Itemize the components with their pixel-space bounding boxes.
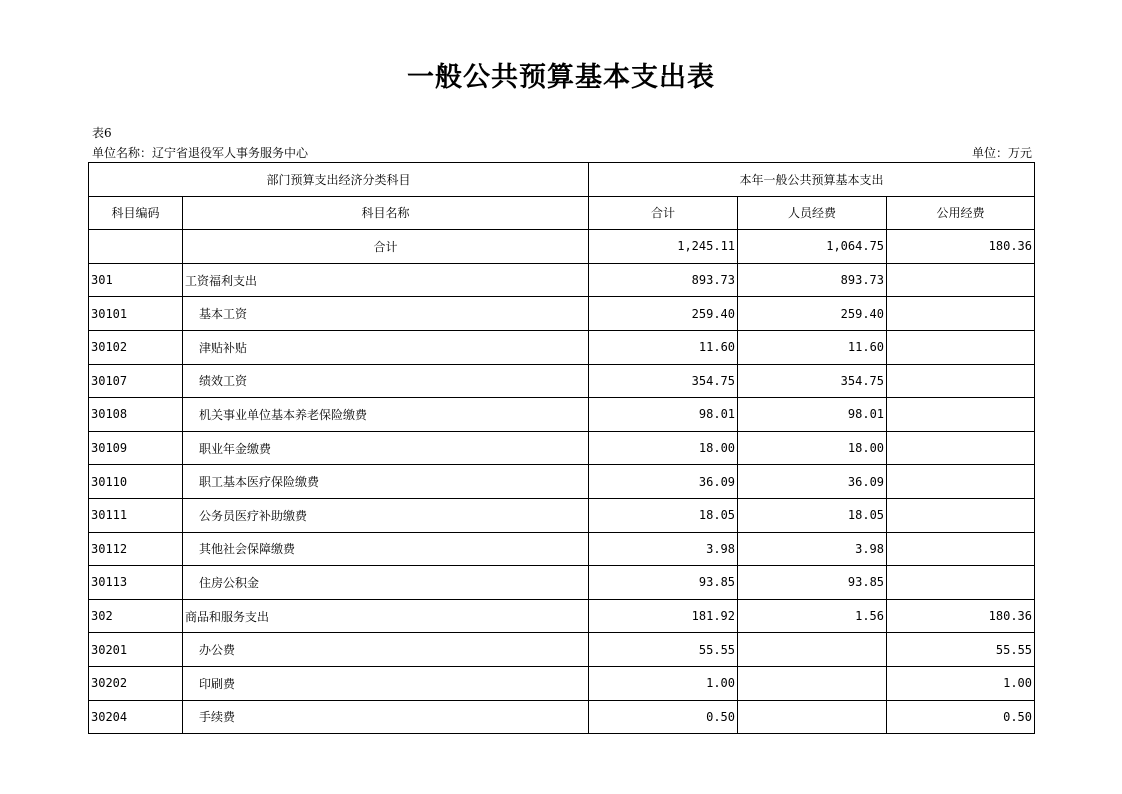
row-code: 30112 bbox=[89, 532, 183, 566]
table-row bbox=[89, 532, 1035, 566]
header-economic-classification: 部门预算支出经济分类科目 bbox=[89, 163, 589, 197]
row-name: 办公费 bbox=[183, 633, 589, 667]
header-basic-expenditure: 本年一般公共预算基本支出 bbox=[589, 163, 1035, 197]
row-name: 公务员医疗补助缴费 bbox=[183, 498, 589, 532]
row-name: 津贴补贴 bbox=[183, 330, 589, 364]
total-total: 1,245.11 bbox=[589, 230, 738, 264]
row-total: 259.40 bbox=[589, 297, 738, 331]
total-label: 合计 bbox=[183, 230, 589, 264]
row-public: 0.50 bbox=[887, 700, 1035, 734]
row-name: 机关事业单位基本养老保险缴费 bbox=[183, 398, 589, 432]
row-code: 30108 bbox=[89, 398, 183, 432]
row-personnel bbox=[738, 700, 887, 734]
header-group-row bbox=[89, 163, 1035, 197]
row-public: 180.36 bbox=[887, 599, 1035, 633]
row-name: 工资福利支出 bbox=[183, 263, 589, 297]
table-row bbox=[89, 633, 1035, 667]
table-row bbox=[89, 330, 1035, 364]
table-row bbox=[89, 398, 1035, 432]
row-public bbox=[887, 364, 1035, 398]
table-row bbox=[89, 566, 1035, 600]
row-personnel: 354.75 bbox=[738, 364, 887, 398]
row-code: 30101 bbox=[89, 297, 183, 331]
total-row bbox=[89, 230, 1035, 264]
row-code: 30202 bbox=[89, 666, 183, 700]
row-code: 302 bbox=[89, 599, 183, 633]
row-public bbox=[887, 330, 1035, 364]
total-personnel: 1,064.75 bbox=[738, 230, 887, 264]
row-total: 11.60 bbox=[589, 330, 738, 364]
row-code: 30111 bbox=[89, 498, 183, 532]
row-personnel: 11.60 bbox=[738, 330, 887, 364]
table-number: 表6 bbox=[92, 126, 112, 140]
table-row bbox=[89, 498, 1035, 532]
table-row bbox=[89, 599, 1035, 633]
row-total: 1.00 bbox=[589, 666, 738, 700]
row-public: 55.55 bbox=[887, 633, 1035, 667]
row-personnel bbox=[738, 633, 887, 667]
table-row bbox=[89, 431, 1035, 465]
currency-unit: 单位：万元 bbox=[971, 146, 1032, 160]
row-total: 18.00 bbox=[589, 431, 738, 465]
total-code-cell bbox=[89, 230, 183, 264]
page-title: 一般公共预算基本支出表 bbox=[407, 62, 715, 93]
row-name: 手续费 bbox=[183, 700, 589, 734]
header-personnel: 人员经费 bbox=[738, 196, 887, 230]
table-row bbox=[89, 700, 1035, 734]
budget-table bbox=[88, 162, 1035, 734]
row-total: 181.92 bbox=[589, 599, 738, 633]
row-name: 商品和服务支出 bbox=[183, 599, 589, 633]
row-code: 30201 bbox=[89, 633, 183, 667]
table-row bbox=[89, 297, 1035, 331]
row-name: 职业年金缴费 bbox=[183, 431, 589, 465]
header-public: 公用经费 bbox=[887, 196, 1035, 230]
row-name: 绩效工资 bbox=[183, 364, 589, 398]
row-personnel: 3.98 bbox=[738, 532, 887, 566]
table-row bbox=[89, 666, 1035, 700]
row-code: 301 bbox=[89, 263, 183, 297]
row-public bbox=[887, 498, 1035, 532]
row-personnel: 893.73 bbox=[738, 263, 887, 297]
row-public bbox=[887, 297, 1035, 331]
row-public bbox=[887, 566, 1035, 600]
row-total: 36.09 bbox=[589, 465, 738, 499]
row-code: 30113 bbox=[89, 566, 183, 600]
table-row bbox=[89, 465, 1035, 499]
header-total: 合计 bbox=[589, 196, 738, 230]
row-code: 30110 bbox=[89, 465, 183, 499]
row-public bbox=[887, 465, 1035, 499]
row-total: 55.55 bbox=[589, 633, 738, 667]
row-personnel: 18.00 bbox=[738, 431, 887, 465]
row-personnel: 259.40 bbox=[738, 297, 887, 331]
row-name: 住房公积金 bbox=[183, 566, 589, 600]
row-public bbox=[887, 431, 1035, 465]
total-public: 180.36 bbox=[887, 230, 1035, 264]
row-public bbox=[887, 263, 1035, 297]
row-total: 354.75 bbox=[589, 364, 738, 398]
row-personnel bbox=[738, 666, 887, 700]
row-name: 其他社会保障缴费 bbox=[183, 532, 589, 566]
row-public bbox=[887, 532, 1035, 566]
row-name: 印刷费 bbox=[183, 666, 589, 700]
row-code: 30204 bbox=[89, 700, 183, 734]
row-code: 30109 bbox=[89, 431, 183, 465]
row-personnel: 18.05 bbox=[738, 498, 887, 532]
row-total: 893.73 bbox=[589, 263, 738, 297]
table-row bbox=[89, 364, 1035, 398]
table-row bbox=[89, 263, 1035, 297]
row-name: 基本工资 bbox=[183, 297, 589, 331]
row-total: 18.05 bbox=[589, 498, 738, 532]
header-code: 科目编码 bbox=[89, 196, 183, 230]
header-column-row bbox=[89, 196, 1035, 230]
row-total: 3.98 bbox=[589, 532, 738, 566]
row-total: 93.85 bbox=[589, 566, 738, 600]
row-total: 0.50 bbox=[589, 700, 738, 734]
row-public bbox=[887, 398, 1035, 432]
row-public: 1.00 bbox=[887, 666, 1035, 700]
row-personnel: 1.56 bbox=[738, 599, 887, 633]
row-personnel: 93.85 bbox=[738, 566, 887, 600]
row-name: 职工基本医疗保险缴费 bbox=[183, 465, 589, 499]
row-code: 30107 bbox=[89, 364, 183, 398]
row-total: 98.01 bbox=[589, 398, 738, 432]
row-personnel: 36.09 bbox=[738, 465, 887, 499]
header-name: 科目名称 bbox=[183, 196, 589, 230]
row-code: 30102 bbox=[89, 330, 183, 364]
row-personnel: 98.01 bbox=[738, 398, 887, 432]
unit-name: 单位名称：辽宁省退役军人事务服务中心 bbox=[92, 146, 309, 160]
